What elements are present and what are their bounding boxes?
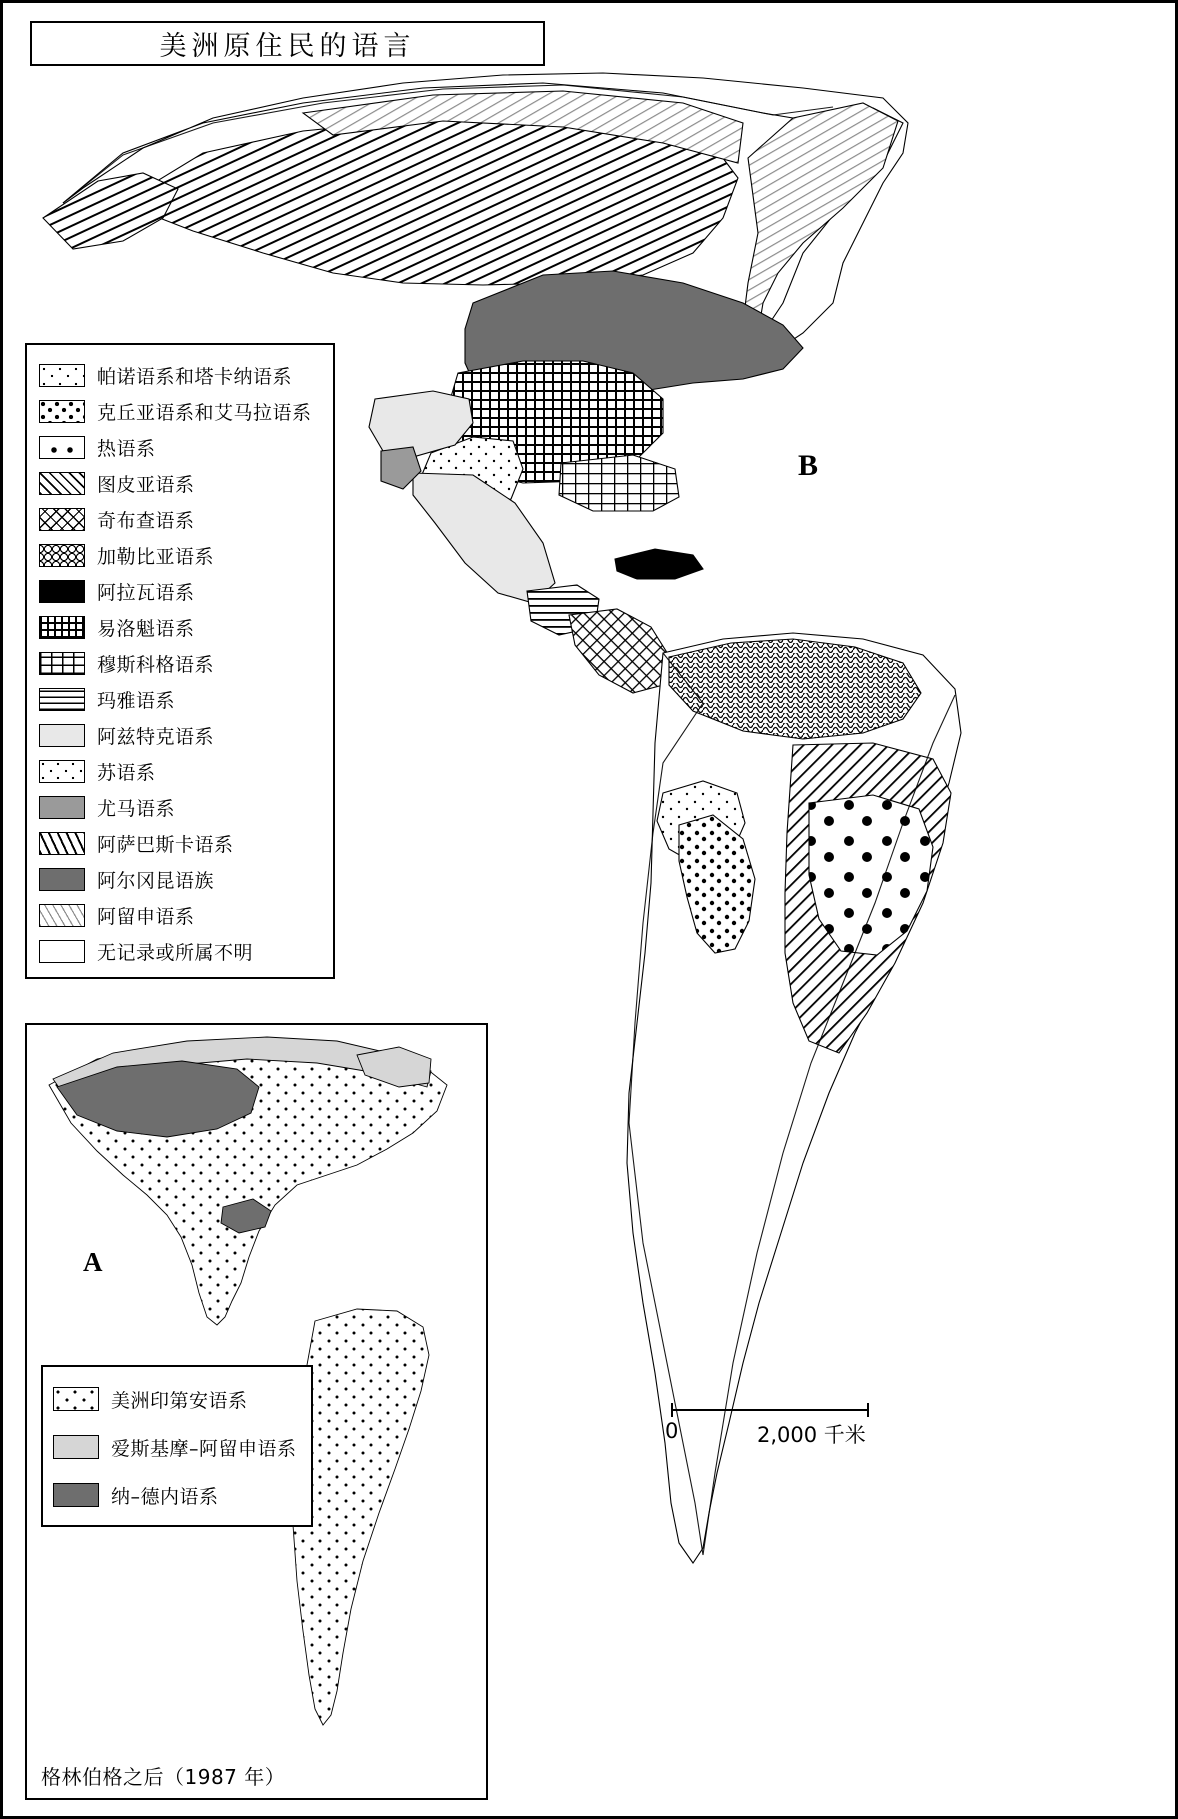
dark-gray-swatch bbox=[53, 1483, 99, 1507]
legend-item-muskogee bbox=[39, 645, 323, 681]
legend-item-aleut bbox=[39, 897, 323, 933]
stipple-swatch bbox=[39, 760, 85, 783]
cross-hatch-diagonal-swatch bbox=[39, 508, 85, 531]
legend-item-maya bbox=[39, 681, 323, 717]
mid-gray-swatch bbox=[39, 796, 85, 819]
legend-label: 帕诺语系和塔卡纳语系 bbox=[97, 365, 293, 388]
inset-legend-item-eskimo-aleut bbox=[53, 1423, 303, 1471]
inset-legend bbox=[41, 1365, 313, 1527]
legend-label: 苏语系 bbox=[97, 761, 156, 784]
legend-item-quechua bbox=[39, 393, 323, 429]
legend-item-pano bbox=[39, 357, 323, 393]
inset-source-note: 格林伯格之后（1987 年） bbox=[41, 1765, 286, 1789]
scale-max-label: 2,000 千米 bbox=[757, 1423, 866, 1447]
legend-label: 穆斯科格语系 bbox=[97, 653, 215, 676]
legend-item-tupi bbox=[39, 465, 323, 501]
legend-label: 爱斯基摩–阿留申语系 bbox=[111, 1437, 297, 1460]
legend-label: 美洲印第安语系 bbox=[111, 1389, 248, 1412]
legend-item-re bbox=[39, 429, 323, 465]
legend-item-algonquian bbox=[39, 861, 323, 897]
legend-label: 阿留申语系 bbox=[97, 905, 195, 928]
legend-item-aztec bbox=[39, 717, 323, 753]
solid-black-swatch bbox=[39, 580, 85, 603]
inset-label-a: A bbox=[83, 1247, 103, 1277]
scale-min-label: 0 bbox=[665, 1419, 679, 1443]
main-legend bbox=[25, 343, 335, 979]
map-title-box bbox=[30, 21, 545, 66]
legend-label: 加勒比亚语系 bbox=[97, 545, 215, 568]
legend-item-athabaskan bbox=[39, 825, 323, 861]
light-gray-swatch bbox=[39, 724, 85, 747]
legend-item-chibcha bbox=[39, 501, 323, 537]
legend-label: 阿拉瓦语系 bbox=[97, 581, 195, 604]
dark-gray-swatch bbox=[39, 868, 85, 891]
legend-label: 阿萨巴斯卡语系 bbox=[97, 833, 234, 856]
wavy-swatch bbox=[39, 544, 85, 567]
two-dots-swatch bbox=[39, 436, 85, 459]
inset-legend-item-amerind bbox=[53, 1375, 303, 1423]
dotted-fine-swatch bbox=[39, 364, 85, 387]
legend-label: 玛雅语系 bbox=[97, 689, 176, 712]
grid-thick-swatch bbox=[39, 616, 85, 639]
page-title: 美洲原住民的语言 bbox=[159, 31, 416, 62]
gray-hatch-swatch bbox=[39, 904, 85, 927]
legend-item-iroquois bbox=[39, 609, 323, 645]
legend-label: 克丘亚语系和艾马拉语系 bbox=[97, 401, 312, 424]
legend-item-sioux bbox=[39, 753, 323, 789]
legend-item-carib bbox=[39, 537, 323, 573]
stipple-swatch bbox=[53, 1387, 99, 1411]
inset-legend-item-na-dene bbox=[53, 1471, 303, 1519]
legend-label: 奇布查语系 bbox=[97, 509, 195, 532]
legend-label: 阿尔冈昆语族 bbox=[97, 869, 215, 892]
steep-hatch-swatch bbox=[39, 832, 85, 855]
legend-label: 纳–德内语系 bbox=[111, 1485, 219, 1508]
legend-label: 无记录或所属不明 bbox=[97, 941, 254, 964]
dotted-coarse-swatch bbox=[39, 400, 85, 423]
legend-item-arawak bbox=[39, 573, 323, 609]
grid-thin-swatch bbox=[39, 652, 85, 675]
scale-bar-line bbox=[671, 1403, 869, 1417]
legend-label: 阿兹特克语系 bbox=[97, 725, 215, 748]
legend-item-unknown bbox=[39, 933, 323, 969]
inset-map-a bbox=[25, 1023, 488, 1800]
legend-label: 尤马语系 bbox=[97, 797, 176, 820]
blank-swatch bbox=[39, 940, 85, 963]
diagonal-hatch-swatch bbox=[39, 472, 85, 495]
legend-label: 图皮亚语系 bbox=[97, 473, 195, 496]
legend-label: 热语系 bbox=[97, 437, 156, 460]
region-label-b: B bbox=[798, 449, 819, 482]
legend-label: 易洛魁语系 bbox=[97, 617, 195, 640]
horizontal-lines-swatch bbox=[39, 688, 85, 711]
legend-item-yuma bbox=[39, 789, 323, 825]
light-gray-swatch bbox=[53, 1435, 99, 1459]
scale-bar bbox=[665, 1403, 931, 1447]
